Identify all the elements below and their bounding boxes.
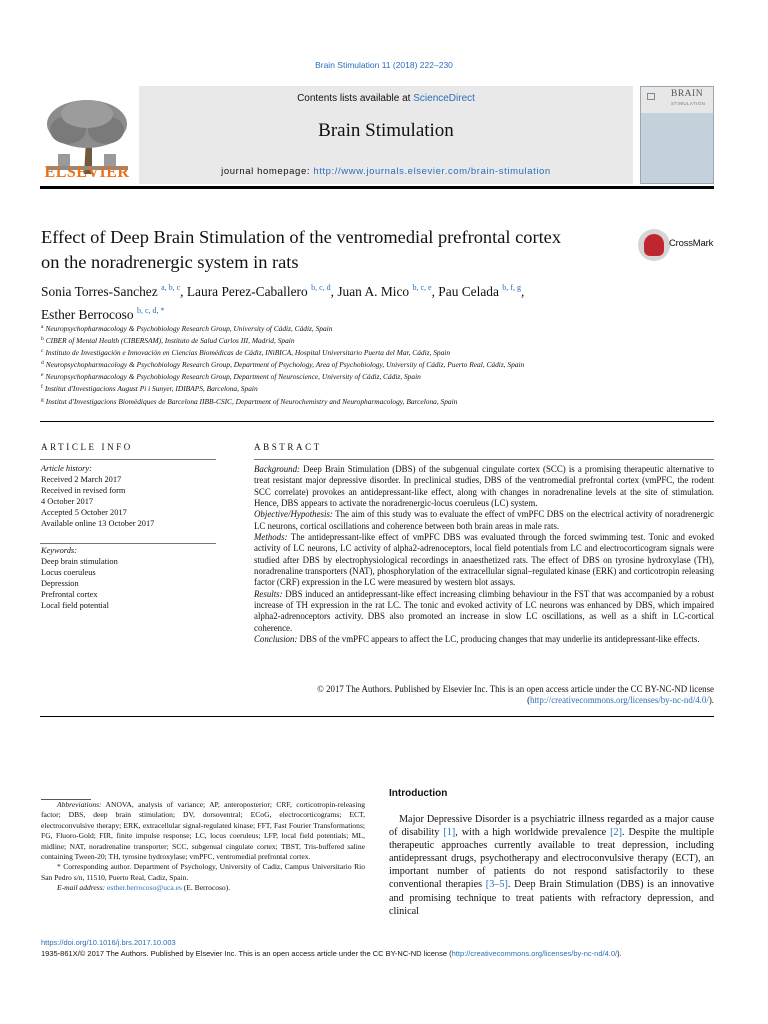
homepage-prefix: journal homepage: (221, 166, 314, 177)
history-item: Available online 13 October 2017 (41, 518, 155, 528)
intro-text: . Despite the multiple therapeutic approaches currently available to treat depression, including antidepressant drugs, psychotherapy and electroconvulsive therapy (ECT), an important number of patients do not respond satisfactorily to these conventional therapies (389, 827, 714, 891)
cover-title: BRAIN (671, 89, 704, 99)
keyword-item: Depression (41, 578, 79, 588)
abstract-section (254, 509, 714, 532)
history-label: Article history: (41, 464, 92, 473)
affiliation-item (41, 395, 631, 407)
affiliation-item (41, 358, 631, 370)
affiliation-item (41, 370, 631, 382)
author-affiliation-marks[interactable]: b, f, g (502, 283, 521, 292)
journal-header-box (139, 86, 633, 184)
keywords-label: Keywords: (41, 546, 77, 555)
affiliation-key: f (41, 384, 43, 391)
email-footnote (41, 883, 365, 893)
abstract-section-text: The antidepressant-like effect of vmPFC DBS was evaluated through the forced swimming test. Tonic and evoked activity of LC neurons, LC activity of alpha2-adrenoceptors, local field potentials from LC and electrocorticogram signals were studied after DBS by electrophysiological recordings in anaesthetized rats. The effect of DBS on tyrosine hydroxylase (TH), noradrenaline transporters (NAT), phosphorylation of the extracellular signal–regulated kinase (ERK) and corticotropin releasing factor (CRF) expression in the LC were measured by western blot assays. (254, 532, 715, 588)
intro-text: Major Depressive Disorder is a psychiatric illness regarded as a major cause of disability (389, 814, 714, 839)
author-separator: , (180, 284, 187, 299)
email-label: E-mail address: (57, 883, 106, 893)
abstract-section (254, 532, 714, 589)
contents-line (139, 93, 633, 104)
abstract-section-text: Deep Brain Stimulation (DBS) of the subgenual cingulate cortex (SCC) is a promising therapeutic alternative to treat resistant major depressive disorder. In preclinical studies, DBS of the ventromedial prefrontal cortex (vmPFC, the rodent SCC correlate) provokes an antidepressant-like effect, along with changes in noradrenaline levels at the site of stimulation. Hence, DBS appears to activate the noradrenergic-locus coeruleus (LC) system. (254, 464, 714, 509)
affiliation-text: Neuropsychopharmacology & Psychobiology Research Group, Department of Psychology, Area of Psychobiology, University of Cádiz, Puerto Real, Cádiz, Spain (45, 360, 525, 370)
keyword-item: Locus coeruleus (41, 567, 96, 577)
author-name[interactable]: Pau Celada (438, 284, 499, 299)
abstract-divider (40, 716, 714, 717)
affiliation-text: Instituto de Investigación e Innovación en Ciencias Biomédicas de Cádiz, INiBICA, Hospital Universitario Puerta del Mar, Cádiz, Spain (45, 348, 451, 358)
journal-title: Brain Stimulation (318, 120, 454, 141)
reference-link[interactable]: [1] (443, 827, 456, 839)
intro-text: . Deep Brain Stimulation (DBS) is an innovative and promising technique to treat patients with refractory depression, and clinical (389, 879, 714, 917)
introduction-body (389, 813, 714, 918)
article-history (41, 464, 217, 529)
author-list (41, 278, 681, 324)
abstract-section-label: Results: (254, 588, 283, 599)
email-link[interactable]: esther.berrocoso@uca.es (107, 883, 182, 893)
affiliation-key: d (41, 360, 44, 367)
license-text: © 2017 The Authors. Published by Elsevier Inc. This is an open access article under the CC BY-NC-ND license ( (317, 684, 714, 706)
affiliation-key: g (41, 396, 44, 403)
contents-prefix: Contents lists available at (297, 93, 414, 104)
affiliation-text: CIBER of Mental Health (CIBERSAM), Instituto de Salud Carlos III, Madrid, Spain (45, 336, 295, 346)
cover-subtitle: STIMULATION (671, 101, 706, 106)
abstract-section-label: Methods: (254, 532, 288, 543)
keyword-item: Deep brain stimulation (41, 556, 118, 566)
author-name[interactable]: Juan A. Mico (337, 284, 410, 299)
affiliation-key: e (41, 372, 44, 379)
footer-license-link[interactable]: http://creativecommons.org/licenses/by-nc-nd/4.0/ (451, 949, 618, 958)
intro-text: , with a high worldwide prevalence (455, 827, 611, 839)
author-name[interactable]: Laura Perez-Caballero (186, 284, 308, 299)
author-affiliation-marks[interactable]: b, c, d (311, 283, 331, 292)
license-end: ). (708, 695, 714, 706)
footer-copyright-end: ). (617, 949, 622, 958)
author-name[interactable]: Sonia Torres-Sanchez (41, 284, 158, 299)
abstract-section (254, 589, 714, 634)
affiliation-item (41, 334, 631, 346)
abstract-section-text: The aim of this study was to evaluate the effect of vmPFC DBS on the electrical activity of noradrenergic LC neurons, cortical oscillations and coherence between both brain areas in male rats. (254, 509, 714, 531)
footnotes (41, 800, 365, 894)
affiliation-key: c (41, 348, 44, 355)
abstract-heading: ABSTRACT (254, 442, 322, 452)
crossmark-label[interactable]: CrossMark (669, 238, 714, 249)
affiliation-item (41, 382, 631, 394)
keyword-item: Prefrontal cortex (41, 589, 98, 599)
affiliation-item (41, 322, 631, 334)
abstract-section-label: Conclusion: (254, 634, 298, 645)
history-item: 4 October 2017 (41, 496, 94, 506)
abstract-body (254, 464, 714, 646)
affiliation-text: Institut d'Investigacions August Pi i Sunyer, IDIBAPS, Barcelona, Spain (44, 384, 258, 394)
history-list (41, 475, 217, 530)
history-item: Accepted 5 October 2017 (41, 507, 127, 517)
footer-copyright-text: 1935-861X/© 2017 The Authors. Published by Elsevier Inc. This is an open access article under the CC BY-NC-ND license ( (41, 949, 452, 958)
email-suffix: (E. Berrocoso). (181, 883, 231, 893)
author-affiliation-marks[interactable]: a, b, c (161, 283, 181, 292)
abstract-section-text: DBS induced an antidepressant-like effect increasing climbing behaviour in the FST that was accompanied by a robust increase of TH expression in the rat LC. The tonic and evoked activity of LC neurons was enhanced by DBS, which impaired alpha2-adrenoceptors activity. DBS also promoted an increase in slow LC oscillations, as well as a shift in LC-cortical coherence. (254, 588, 714, 633)
abstract-section-label: Background: (254, 464, 301, 474)
cover-emblem-icon (647, 93, 655, 100)
header-divider (40, 186, 714, 189)
abbreviations-text: ANOVA, analysis of variance; AP, anteroposterior; CRF, corticotropin-releasing factor; DBS, deep brain stimulation; DV, dorsoventral; ECoG, electrocorticograms; ECT, electroconvulsive therapy; ERK, extracellular signal-regulated kinase; FFT, Fast Fourier Transformations; FG, Fluoro-Gold; FIR, finite impulse response; LC, locus coeruleus; LFP, local field potentials; ML, midline; NAT, noradrenaline transporter; SCC, subgenual cingulate cortex; TBST, Tris-buffered saline containing Tween-20; TH, tyrosine hydroxylase; vmPFC, ventromedial prefrontal cortex. (41, 800, 365, 862)
sciencedirect-link[interactable]: ScienceDirect (413, 93, 475, 104)
affiliation-text: Neuropsychopharmacology & Psychobiology Research Group, Department of Neuroscience, University of Cádiz, Cádiz, Spain (45, 372, 421, 382)
affiliation-key: a (41, 324, 44, 330)
keywords (41, 546, 217, 611)
introduction-heading: Introduction (389, 788, 448, 799)
author-separator: , (330, 284, 338, 299)
journal-homepage-line (139, 166, 633, 177)
article-title-line-2: on the noradrenergic system in rats (41, 252, 299, 272)
keyword-item: Local field potential (41, 600, 109, 610)
abstract-section-text: DBS of the vmPFC appears to affect the LC, producing changes that may underlie its antidepressant-like effects. (299, 634, 700, 645)
reference-link[interactable]: [3–5] (485, 879, 508, 891)
abbreviations-label: Abbreviations: (57, 800, 102, 809)
author-separator: , (520, 284, 525, 299)
author-separator: , (431, 284, 439, 299)
corresponding-author-footnote: * Corresponding author. Department of Psychology, University of Cadiz, Campus Universitario Rio San Pedro s/n, 11510, Puerto Real, Cadiz, Spain. (41, 862, 365, 882)
journal-citation[interactable]: Brain Stimulation 11 (2018) 222–230 (315, 60, 453, 70)
keyword-list (41, 557, 217, 612)
abbreviations-footnote (41, 800, 365, 862)
article-title-line-1: Effect of Deep Brain Stimulation of the ventromedial prefrontal cortex (41, 227, 562, 247)
affiliation-list (41, 322, 631, 407)
author-affiliation-marks[interactable]: b, c, d, * (136, 306, 165, 315)
homepage-link[interactable]: http://www.journals.elsevier.com/brain-stimulation (313, 166, 551, 177)
abstract-section (254, 634, 714, 645)
footer-copyright (41, 949, 721, 958)
affiliation-text: Neuropsychopharmacology & Psychobiology Research Group, University of Cádiz, Cádiz, Spain (45, 324, 333, 333)
affiliation-item (41, 346, 631, 358)
abstract-section-label: Objective/Hypothesis: (254, 509, 333, 520)
affiliation-key: b (41, 336, 44, 343)
article-title (41, 225, 611, 275)
affiliation-text: Institut d'Investigacions Biomèdiques de Barcelona IIBB-CSIC, Department of Neurochemistry and Neuropharmacology, Barcelona, Spain (45, 396, 458, 406)
license-link[interactable]: http://creativecommons.org/licenses/by-nc-nd/4.0/ (530, 695, 709, 706)
history-item: Received in revised form (41, 485, 126, 495)
doi-link[interactable]: https://doi.org/10.1016/j.brs.2017.10.003 (41, 938, 176, 947)
section-divider (40, 421, 714, 422)
reference-link[interactable]: [2] (610, 827, 622, 839)
author-name[interactable]: Esther Berrocoso (41, 307, 134, 322)
history-item: Received 2 March 2017 (41, 474, 122, 484)
crossmark-icon[interactable] (638, 229, 670, 261)
article-info-heading: ARTICLE INFO (41, 442, 133, 452)
elsevier-wordmark: ELSEVIER (44, 164, 130, 181)
abstract-license (254, 684, 714, 707)
author-affiliation-marks[interactable]: b, c, e (412, 283, 432, 292)
journal-cover-thumbnail (640, 86, 714, 184)
abstract-section (254, 464, 714, 509)
